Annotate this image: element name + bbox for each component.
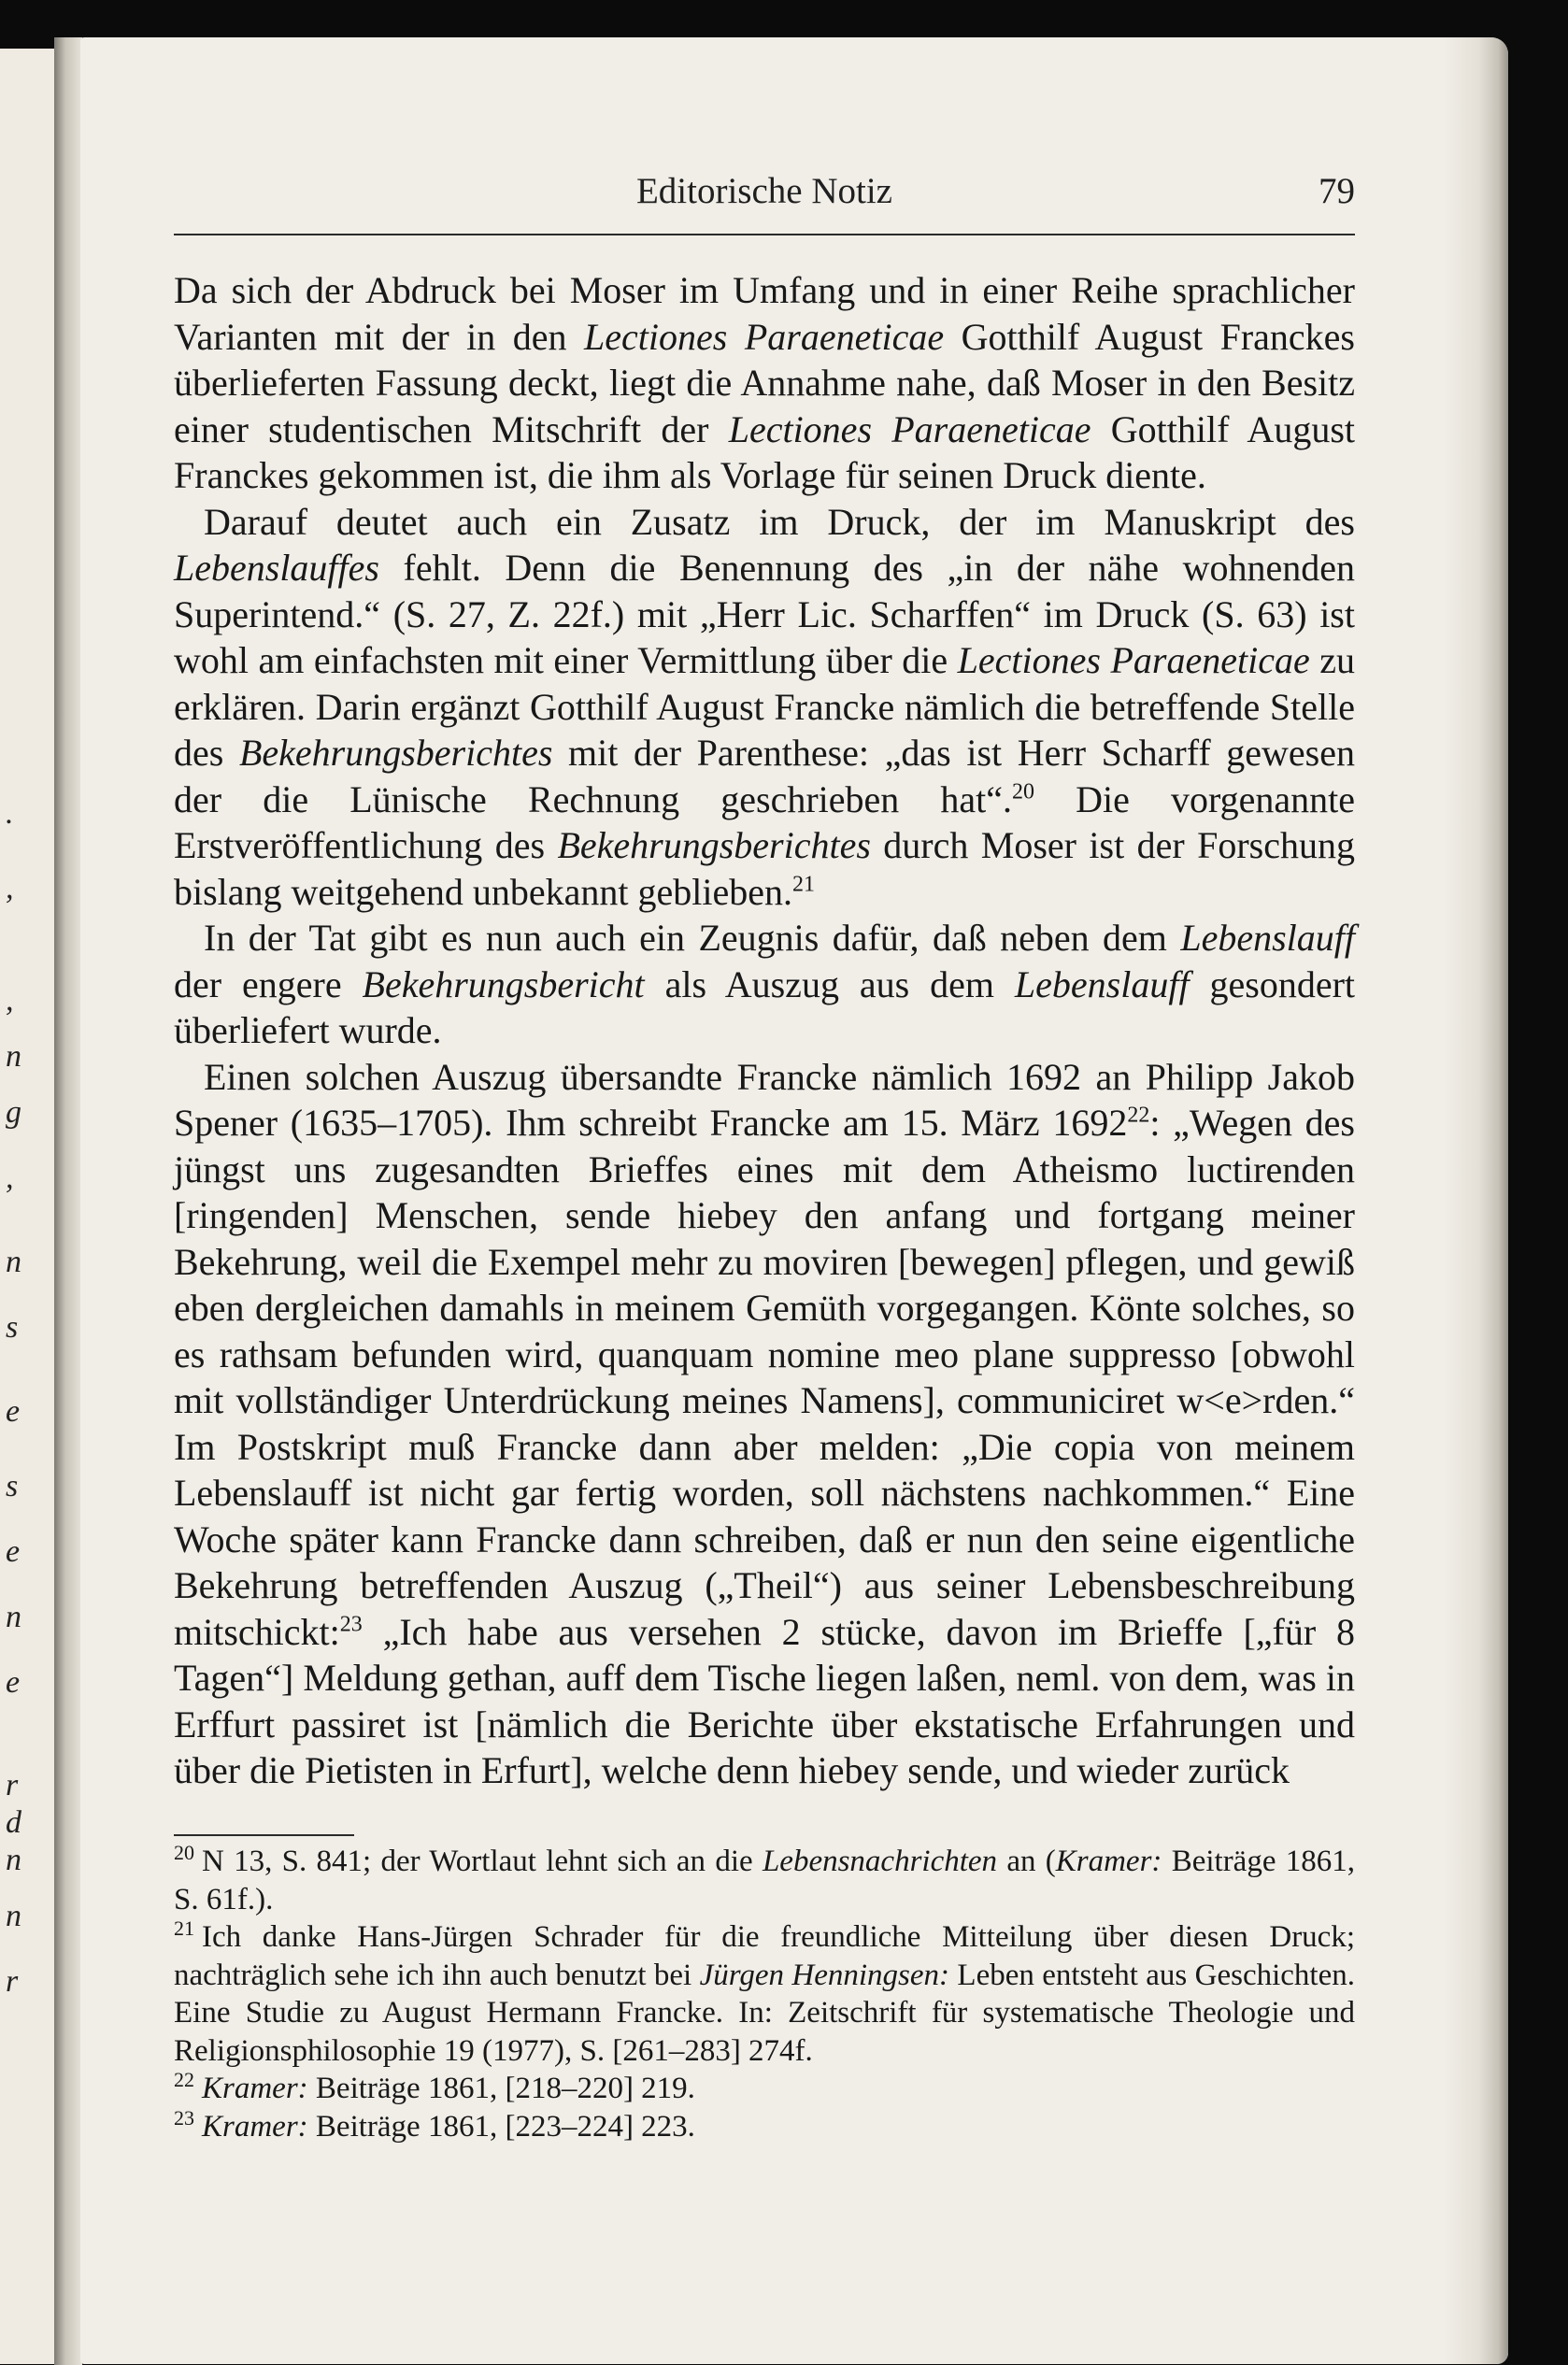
text-span: als Auszug aus dem bbox=[644, 962, 1015, 1005]
facing-page-glyph: r bbox=[6, 1964, 19, 1999]
facing-page-glyph: n bbox=[6, 1843, 21, 1877]
italic-span: Lebenslauff bbox=[1180, 917, 1355, 959]
footnote-rule bbox=[174, 1834, 354, 1836]
italic-span: Bekehrungsbericht bbox=[362, 962, 645, 1005]
facing-page-glyph: , bbox=[6, 1161, 14, 1195]
book-page bbox=[80, 37, 1508, 2364]
text-span: an ( bbox=[997, 1845, 1056, 1878]
italic-span: Jürgen Henningsen: bbox=[699, 1958, 950, 1992]
paragraph bbox=[174, 915, 1355, 1054]
footnote bbox=[174, 2070, 1355, 2108]
paragraph bbox=[174, 267, 1355, 499]
facing-page-glyph: r bbox=[6, 1768, 19, 1802]
book-gutter bbox=[54, 37, 82, 2365]
text-span: Beiträge 1861, S. 61f.). bbox=[174, 1845, 1356, 1916]
paragraph bbox=[174, 1054, 1355, 1794]
italic-span: Lectiones Paraeneticae bbox=[728, 407, 1091, 450]
text-span: Beiträge 1861, [218–220] 219. bbox=[307, 2072, 695, 2105]
facing-page-glyph: e bbox=[6, 1394, 21, 1429]
footnote-ref: 20 bbox=[1012, 779, 1035, 805]
text-span: Einen solchen Auszug übersandte Francke nämlich 1692 an Philipp Jakob Spener (1635–1705). Ihm schreibt Francke am 15. März 1692 bbox=[174, 1055, 1355, 1144]
page-number: 79 bbox=[1319, 171, 1355, 211]
facing-page-glyph: s bbox=[6, 1310, 19, 1345]
text-span: Gotthilf August Franckes überlieferten Fassung deckt, liegt die Annahme nahe, daß Moser in den Besitz einer studentischen Mitschrift der bbox=[174, 315, 1356, 450]
text-span: Beiträge 1861, [223–224] 223. bbox=[307, 2109, 695, 2144]
footnote-number: 23 bbox=[174, 2105, 194, 2130]
text-span: gesondert überliefert wurde. bbox=[174, 962, 1356, 1051]
text-span: der engere bbox=[174, 962, 363, 1005]
text-span: fehlt. Denn die Benennung des „in der nähe wohnenden Superintend.“ (S. 27, Z. 22f.) mit „Herr Lic. Scharffen“ im Druck (S. 63) ist wohl am einfachsten mit einer Vermittlung über die bbox=[174, 547, 1355, 681]
text-span: Darauf deutet auch ein Zusatz im Druck, der im Manuskript des bbox=[204, 500, 1355, 543]
text-span: durch Moser ist der Forschung bislang weitgehend unbekannt geblieben. bbox=[174, 824, 1356, 913]
text-span: Gotthilf August Franckes gekommen ist, die ihm als Vorlage für seinen Druck diente. bbox=[174, 407, 1356, 496]
footnote bbox=[174, 1843, 1355, 1918]
footnote-number: 21 bbox=[174, 1916, 194, 1940]
text-span: In der Tat gibt es nun auch ein Zeugnis dafür, daß neben dem bbox=[204, 917, 1181, 959]
facing-page-glyph: e bbox=[6, 1665, 21, 1700]
facing-page-glyph: , bbox=[6, 983, 14, 1018]
running-head-title: Editorische Notiz bbox=[635, 171, 892, 211]
italic-span: Lebensnachrichten bbox=[762, 1845, 998, 1878]
text-span: zu erklären. Darin ergänzt Gotthilf August Francke nämlich die betreffende Stelle des bbox=[174, 639, 1355, 774]
italic-span: Lebenslauff bbox=[1014, 962, 1190, 1005]
footnote-number: 20 bbox=[174, 1841, 194, 1864]
facing-page-glyph: e bbox=[6, 1534, 21, 1569]
facing-page-glyph: n bbox=[6, 1245, 21, 1279]
running-header bbox=[174, 170, 1355, 226]
italic-span: Lebenslauffes bbox=[174, 547, 379, 589]
header-rule bbox=[174, 234, 1355, 235]
facing-page-glyph: d bbox=[6, 1805, 21, 1840]
italic-span: Lectiones Paraeneticae bbox=[957, 639, 1310, 681]
facing-page-glyph: g bbox=[6, 1095, 21, 1130]
footnote-ref: 22 bbox=[1127, 1103, 1150, 1128]
footnote-number: 22 bbox=[174, 2068, 194, 2091]
footnote bbox=[174, 1918, 1355, 2070]
italic-span: Bekehrungsberichtes bbox=[238, 732, 553, 774]
text-span: mit der Parenthese: „das ist Herr Scharff gewesen der die Lünische Rechnung geschrieben hat“. bbox=[174, 732, 1355, 820]
paragraph bbox=[174, 499, 1355, 916]
text-span: Leben entsteht aus Geschichten. Eine Studie zu August Hermann Francke. In: Zeitschrift für systematische Theologie und Religionsphilosophie 19 (1977), S. [261–283] 274f. bbox=[174, 1958, 1355, 2068]
italic-span: Kramer: bbox=[202, 2109, 308, 2144]
main-text bbox=[174, 267, 1355, 1794]
facing-page-glyph: n bbox=[6, 1600, 21, 1634]
italic-span: Kramer: bbox=[202, 2072, 308, 2105]
previous-page-strip bbox=[0, 49, 55, 2364]
text-span: Die vorgenannte Erstveröffentlichung des bbox=[174, 777, 1355, 866]
text-span: N 13, S. 841; der Wortlaut lehnt sich an die bbox=[202, 1845, 763, 1878]
footnotes bbox=[174, 1843, 1355, 2145]
facing-page-glyph: n bbox=[6, 1039, 21, 1074]
facing-page-glyph: s bbox=[6, 1469, 19, 1503]
text-span: „Ich habe aus versehen 2 stücke, davon im Brieffe [„für 8 Tagen“] Meldung gethan, auff dem Tische liegen laßen, neml. von dem, was in Erffurt passiret ist [nämlich die Berichte über ekstatische Erfahrungen und über die Pietisten in Erfurt], welche denn hiebey sende, und wieder zurück bbox=[174, 1610, 1355, 1791]
text-span: Ich danke Hans-Jürgen Schrader für die freundliche Mitteilung über diesen Druck; nachträglich sehe ich ihn auch benutzt bei bbox=[174, 1920, 1355, 1992]
facing-page-glyph: . bbox=[6, 796, 14, 831]
facing-page-glyph: , bbox=[6, 871, 14, 905]
footnote-ref: 21 bbox=[792, 872, 816, 897]
italic-span: Kramer: bbox=[1055, 1845, 1162, 1878]
text-span: : „Wegen des jüngst uns zugesandten Brieffes eines mit dem Atheismo luctirenden [ringenden] Menschen, sende hiebey den anfang und fortgang meiner Bekehrung, weil die Exempel mehr zu moviren [bewegen] pflegen, und gewiß eben dergleichen damahls in meinem Gemüth vorgegangen. Könte solches, so es rathsam befunden wird, quanquam nomine meo plane suppresso [obwohl mit vollständiger Unterdrückung meines Namens], communiciret w<e>rden.“ Im Postskript muß Francke dann aber melden: „Die copia von meinem Lebenslauff ist nicht gar fertig worden, soll nächstens nachkommen.“ Eine Woche später kann Francke dann schreiben, daß er nun den seine eigentliche Bekehrung betreffenden Auszug („Theil“) aus seiner Lebensbeschreibung mitschickt: bbox=[174, 1102, 1355, 1653]
text-span: Da sich der Abdruck bei Moser im Umfang und in einer Reihe sprachlicher Varianten mit der in den bbox=[174, 269, 1355, 358]
page-edge-shadow bbox=[1443, 37, 1508, 2364]
italic-span: Lectiones Paraeneticae bbox=[584, 315, 945, 358]
footnote-ref: 23 bbox=[339, 1612, 363, 1637]
facing-page-glyph: n bbox=[6, 1899, 21, 1933]
footnote bbox=[174, 2105, 1355, 2146]
italic-span: Bekehrungsberichtes bbox=[557, 824, 871, 866]
